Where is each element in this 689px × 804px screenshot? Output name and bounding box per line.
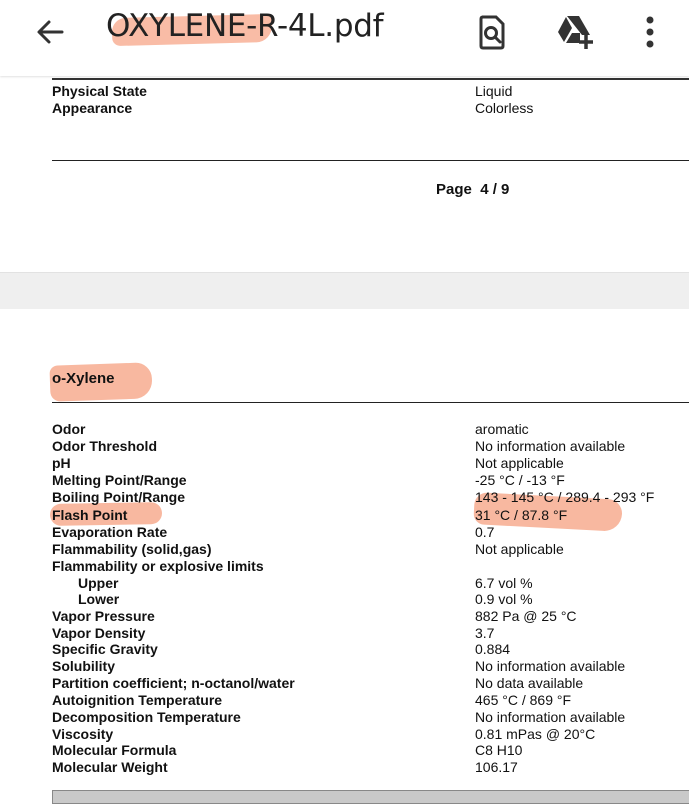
property-label: Decomposition Temperature [52, 709, 241, 725]
property-label: Flash Point [52, 507, 128, 523]
page-gap [0, 272, 689, 310]
table-border [52, 78, 689, 80]
property-row [52, 625, 689, 642]
document-title: OXYLENE-R-4L.pdf [106, 8, 384, 44]
property-label: Autoignition Temperature [52, 692, 223, 708]
property-value: 882 Pa @ 25 °C [475, 608, 577, 624]
property-value: No information available [475, 709, 626, 725]
page-footer-divider [52, 160, 689, 161]
property-row [52, 421, 689, 438]
property-row [52, 558, 689, 575]
property-value: No data available [475, 675, 584, 691]
next-table-header [52, 790, 689, 804]
property-value: 0.884 [475, 641, 511, 657]
property-label: Molecular Weight [52, 759, 168, 775]
page-number-label: Page [436, 181, 472, 198]
property-row [52, 472, 689, 489]
drive-add-button[interactable] [553, 10, 597, 54]
property-label: Molecular Formula [52, 742, 177, 758]
property-row [52, 455, 689, 472]
more-vert-icon [644, 15, 656, 49]
drive-add-icon [554, 13, 596, 51]
property-value: 6.7 vol % [475, 575, 533, 591]
property-label: Flammability (solid,gas) [52, 541, 212, 557]
property-label: Viscosity [52, 726, 114, 742]
property-label: Appearance [52, 100, 133, 116]
more-options-button[interactable] [628, 10, 672, 54]
property-value: 0.9 vol % [475, 591, 533, 607]
property-label: Partition coefficient; n-octanol/water [52, 675, 295, 691]
property-label: Vapor Density [52, 625, 146, 641]
property-row [52, 641, 689, 658]
property-row [52, 575, 689, 592]
property-label: Vapor Pressure [52, 608, 155, 624]
property-label: Melting Point/Range [52, 472, 187, 488]
property-label: Solubility [52, 658, 115, 674]
search-document-icon [475, 14, 509, 50]
property-row [52, 591, 689, 608]
property-label: Upper [78, 575, 119, 591]
property-label: Lower [78, 591, 120, 607]
property-row [52, 507, 689, 524]
page-number-value: 4 / 9 [480, 181, 510, 198]
property-label: Evaporation Rate [52, 524, 168, 540]
section-divider [52, 402, 689, 403]
property-value: 3.7 [475, 625, 495, 641]
property-value: 31 °C / 87.8 °F [475, 507, 568, 523]
property-value: 0.81 mPas @ 20°C [475, 726, 596, 742]
page-number [436, 181, 509, 198]
property-value: Not applicable [475, 455, 564, 471]
property-value: Not applicable [475, 541, 564, 557]
property-row [52, 83, 689, 100]
property-value: 143 - 145 °C / 289.4 - 293 °F [475, 489, 655, 505]
property-row [52, 658, 689, 675]
property-value: No information available [475, 658, 626, 674]
section-title: o-Xylene [52, 370, 115, 387]
property-value: C8 H10 [475, 742, 523, 758]
search-document-button[interactable] [470, 10, 514, 54]
property-value: aromatic [475, 421, 529, 437]
property-label: Odor [52, 421, 86, 437]
property-label: Physical State [52, 83, 147, 99]
property-row [52, 524, 689, 541]
property-label: pH [52, 455, 71, 471]
property-row [52, 759, 689, 776]
property-value: Colorless [475, 100, 534, 116]
property-row [52, 742, 689, 759]
back-button[interactable] [28, 10, 72, 54]
property-label: Specific Gravity [52, 641, 158, 657]
property-label: Boiling Point/Range [52, 489, 185, 505]
property-value: 0.7 [475, 524, 495, 540]
property-value: 106.17 [475, 759, 518, 775]
property-label: Odor Threshold [52, 438, 157, 454]
property-row [52, 608, 689, 625]
property-row [52, 709, 689, 726]
property-value: Liquid [475, 83, 513, 99]
property-row [52, 692, 689, 709]
property-label: Flammability or explosive limits [52, 558, 264, 574]
property-row [52, 489, 689, 506]
property-row [52, 541, 689, 558]
back-arrow-icon [34, 16, 66, 48]
property-row [52, 675, 689, 692]
property-row [52, 100, 689, 117]
property-value: -25 °C / -13 °F [475, 472, 565, 488]
property-row [52, 438, 689, 455]
property-value: 465 °C / 869 °F [475, 692, 572, 708]
property-row [52, 726, 689, 743]
property-value: No information available [475, 438, 626, 454]
app-bar [0, 0, 689, 76]
